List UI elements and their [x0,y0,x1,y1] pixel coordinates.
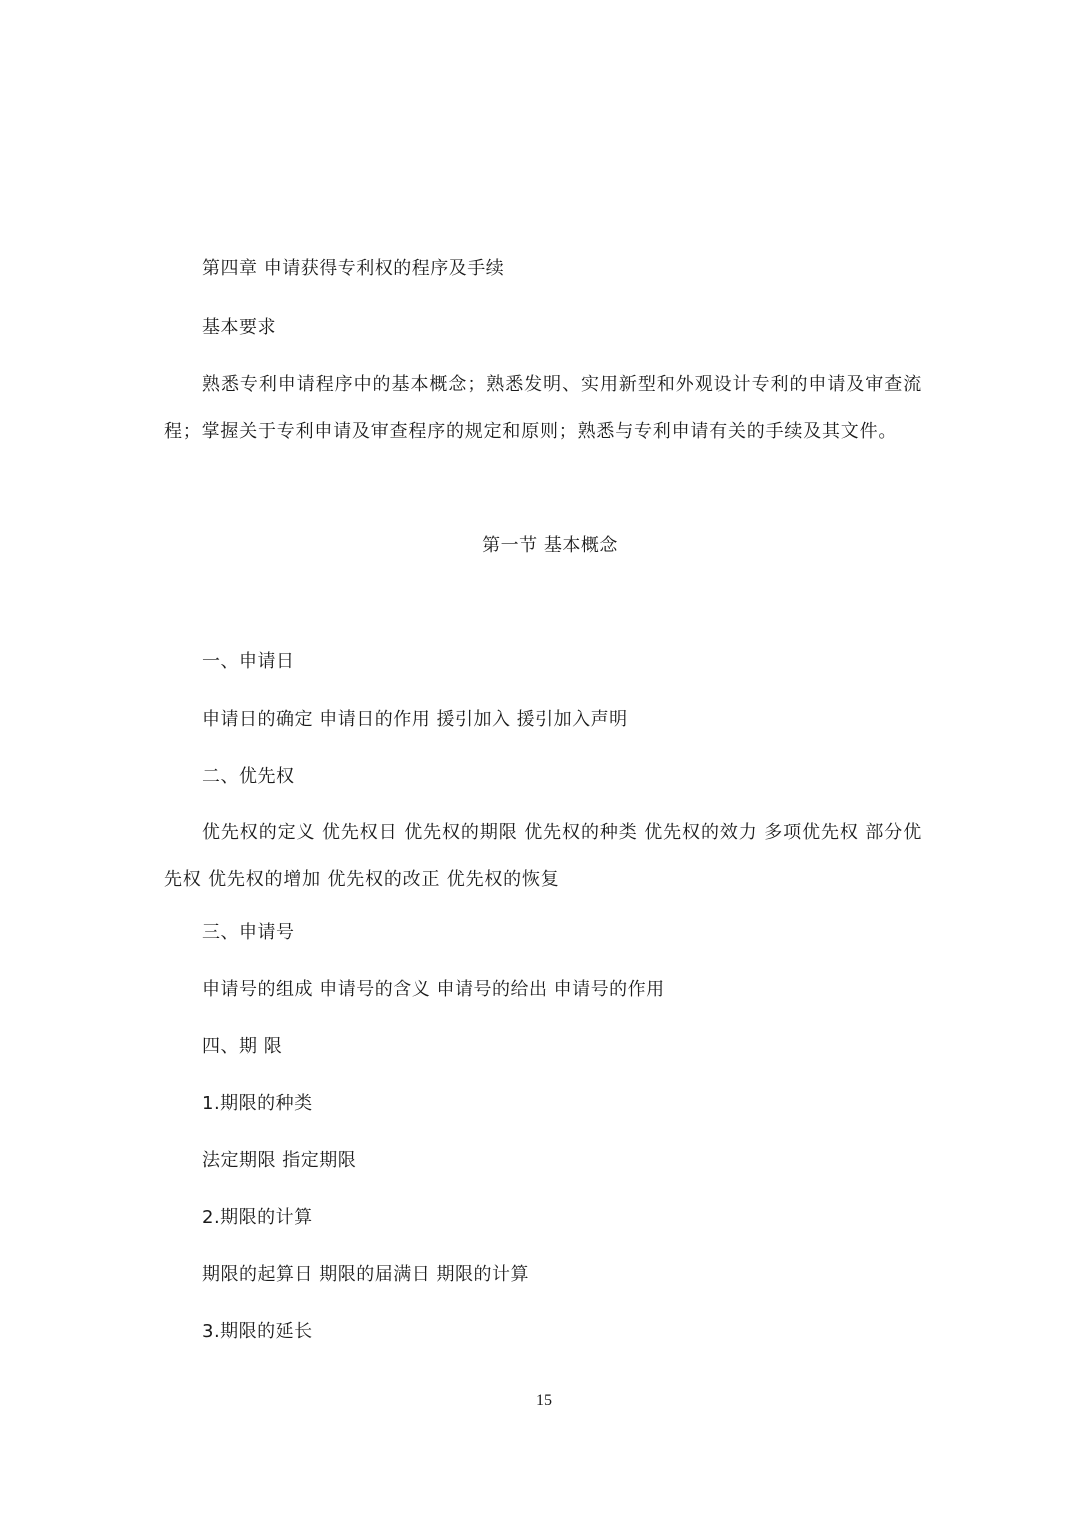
priority-heading: 二、优先权 [202,766,295,787]
requirements-body: 熟悉专利申请程序中的基本概念；熟悉发明、实用新型和外观设计专利的申请及审查流程；掌握关于专利申请及审查程序的规定和原则；熟悉与专利申请有关的手续及其文件。 [164,374,922,442]
filing-date-topics: 申请日的确定 申请日的作用 援引加入 援引加入声明 [202,709,628,730]
time-limits-sub3-heading: 3.期限的延长 [202,1321,313,1342]
section-title: 第一节 基本概念 [482,535,618,556]
time-limits-sub2-heading: 2.期限的计算 [202,1207,313,1228]
time-limits-sub2-topics: 期限的起算日 期限的届满日 期限的计算 [202,1264,529,1285]
page-number: 15 [536,1392,552,1409]
time-limits-heading: 四、期 限 [202,1036,283,1057]
requirements-heading: 基本要求 [202,317,276,338]
priority-topics: 优先权的定义 优先权日 优先权的期限 优先权的种类 优先权的效力 多项优先权 部分优先权 优先权的增加 优先权的改正 优先权的恢复 [164,822,922,890]
time-limits-sub1-heading: 1.期限的种类 [202,1093,313,1114]
time-limits-sub1-topics: 法定期限 指定期限 [202,1150,357,1171]
chapter-title: 第四章 申请获得专利权的程序及手续 [202,258,505,279]
application-number-topics: 申请号的组成 申请号的含义 申请号的给出 申请号的作用 [202,979,665,1000]
application-number-heading: 三、申请号 [202,922,295,943]
filing-date-heading: 一、申请日 [202,651,295,672]
